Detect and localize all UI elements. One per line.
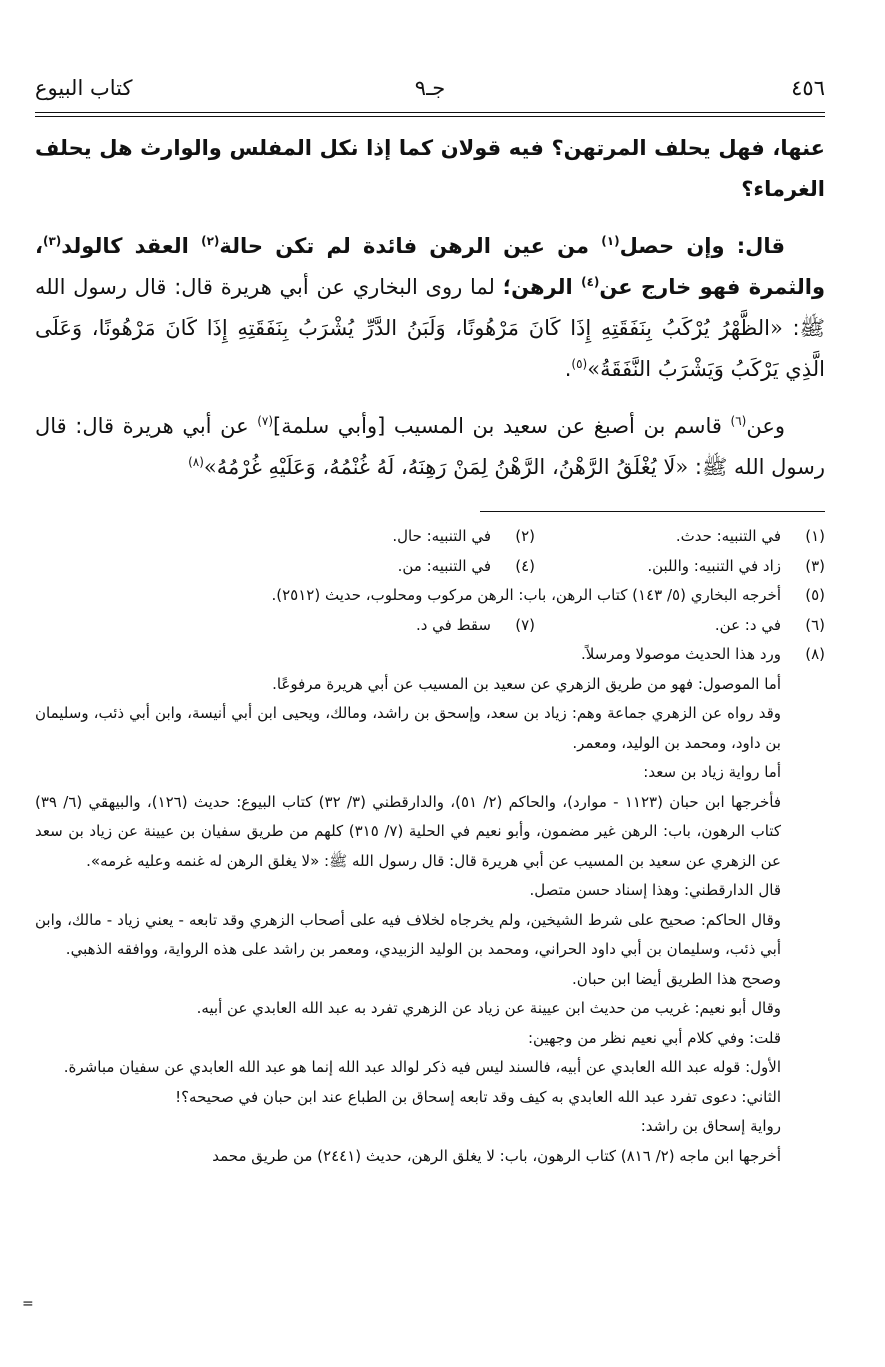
footnote-8-line: قال الدارقطني: وهذا إسناد حسن متصل. bbox=[529, 881, 781, 899]
footnote-divider bbox=[480, 511, 825, 512]
footnote-ref-3[interactable]: (٣) bbox=[42, 234, 62, 248]
book-title: كتاب البيوع bbox=[35, 76, 133, 100]
footnote-row bbox=[35, 552, 825, 582]
footnote-8-line: قلت: وفي كلام أبي نعيم نظر من وجهين: bbox=[528, 1028, 781, 1047]
footnote-8-line: الثاني: دعوى تفرد عبد الله العابدي به كيف وقد تابعه إسحاق بن الطباع عند ابن حبان في صحيحه؟! bbox=[175, 1087, 781, 1106]
footnote-8-line: رواية إسحاق بن راشد: bbox=[640, 1117, 781, 1135]
header-rule-bottom bbox=[35, 116, 825, 117]
footnote-8-line: وقال أبو نعيم: غريب من حديث ابن عيينة عن زياد عن الزهري تفرد به عبد الله العابدي عن أبيه. bbox=[196, 999, 781, 1017]
footnote-8-line: أخرجها ابن ماجه (٢/ ٨١٦) كتاب الرهون، باب: لا يغلق الرهن، حديث (٢٤٤١) من طريق محمد bbox=[212, 1146, 781, 1165]
continuation-mark: = bbox=[22, 1296, 34, 1312]
footnote-8-line: وقد رواه عن الزهري جماعة وهم: زياد بن سعد، وإسحق بن راشد، ومالك، ويحيى ابن أبي أنيسة، وابن أبي ذئب، وسليمان بن داود، ومحمد بن الوليد، ومعمر. bbox=[35, 704, 781, 752]
running-header bbox=[35, 70, 825, 110]
footnote-ref-8[interactable]: (٨) bbox=[188, 455, 204, 469]
footnote-row bbox=[35, 522, 825, 552]
hadith-quote-2: «لَا يُغْلَقُ الرَّهْنُ، الرَّهْنُ لِمَنْ رَهِنَهُ، لَهُ غُنْمُهُ، وَعَلَيْهِ غُرْمُهُ» bbox=[203, 455, 689, 479]
footnote-8-line: وصحح هذا الطريق أيضا ابن حبان. bbox=[572, 969, 781, 988]
footnote-6: (٦) في د: عن. bbox=[714, 615, 825, 634]
footnote-ref-4[interactable]: (٤) bbox=[581, 275, 600, 289]
footnote-2: (٢) في التنبيه: حال. bbox=[392, 527, 535, 545]
paragraph-2: قال: وإن حصل$^{(١)}$ من عين الرهن فائدة لم تكن حالة$^{(٢)}$ العقد كالولد$^{(٣)}$، والثمرة فهو خارج عن$^{(٤)}$ الرهن؛ لما روى البخاري عن أبي هريرة قال: قال رسول الله ﷺ: «الظَّهْرُ يُرْكَبُ بِنَفَقَتِهِ إِذَا كَانَ مَرْهُونًا، وَلَبَنُ الدَّرِّ يُشْرَبُ بِنَفَقَتِهِ إِذَا كَانَ مَرْهُونًا، وَعَلَى الَّذِي يَرْكَبُ وَيَشْرَبُ النَّفَقَةُ»$^{(٥)}$. bbox=[35, 234, 826, 381]
footnote-8-line: وقال الحاكم: صحيح على شرط الشيخين، ولم يخرجاه لخلاف فيه على أصحاب الزهري وقد تابعه - يعني زياد - مالك، وابن أبي ذئب، وسليمان بن أبي داود الحراني، ومحمد بن الوليد الزبيدي، ومعمر بن راشد على هذه الرواية، ووافقه الذهبي. bbox=[35, 910, 781, 958]
footnote-4: (٤) في التنبيه: من. bbox=[397, 556, 535, 575]
footnote-8-line: فأخرجها ابن حبان (١١٢٣ - موارد)، والحاكم (٢/ ٥١)، والدارقطني (٣/ ٣٢) كتاب البيوع: حديث (١٢٦)، والبيهقي (٦/ ٣٩) كتاب الرهون، باب: الرهن غير مضمون، وأبو نعيم في الحلية (٧/ ٣١٥) كلهم من طريق سفيان بن عيينة عن زياد بن سعد عن الزهري عن سعيد بن المسيب عن أبي هريرة قال: قال رسول الله ﷺ: «لا يغلق الرهن له غنمه وعليه غرمه». bbox=[35, 792, 781, 870]
paragraph-1: عنها، فهل يحلف المرتهن؟ فيه قولان كما إذا نكل المفلس والوارث هل يحلف الغرماء؟ bbox=[35, 136, 825, 201]
main-text bbox=[35, 128, 825, 504]
footnote-8-line: أما الموصول: فهو من طريق الزهري عن سعيد بن المسيب عن أبي هريرة مرفوعًا. bbox=[272, 674, 781, 693]
footnote-8-line: أما رواية زياد بن سعد: bbox=[643, 763, 781, 781]
volume-number: جـ٩ bbox=[414, 76, 446, 100]
page-number: ٤٥٦ bbox=[791, 76, 825, 100]
footnote-3: (٣) زاد في التنبيه: واللبن. bbox=[647, 556, 825, 575]
footnote-ref-5[interactable]: (٥) bbox=[571, 357, 588, 371]
footnote-8: (٨) ورد هذا الحديث موصولا ومرسلاً. bbox=[580, 645, 825, 663]
footnote-ref-1[interactable]: (١) bbox=[601, 234, 620, 248]
footnote-7: (٧) سقط في د. bbox=[415, 615, 535, 634]
footnote-row bbox=[35, 611, 825, 641]
footnote-ref-2[interactable]: (٢) bbox=[201, 234, 220, 248]
hadith-quote-1: «الظَّهْرُ يُرْكَبُ بِنَفَقَتِهِ إِذَا كَانَ مَرْهُونًا، وَلَبَنُ الدَّرِّ يُشْرَبُ بِنَفَقَتِهِ إِذَا كَانَ مَرْهُونًا، وَعَلَى الَّذِي يَرْكَبُ وَيَشْرَبُ النَّفَقَةُ» bbox=[35, 316, 825, 381]
footnote-8-line: الأول: قوله عبد الله العابدي عن أبيه، فالسند ليس فيه ذكر لوالد عبد الله إنما هو عبد الله العابدي عن سفيان مباشرة. bbox=[63, 1058, 781, 1076]
footnote-5: (٥) أخرجه البخاري (٥/ ١٤٣) كتاب الرهن، باب: الرهن مركوب ومحلوب، حديث (٢٥١٢). bbox=[271, 586, 825, 604]
paragraph-3: وعن$^{(٦)}$ قاسم بن أصبغ عن سعيد بن المسيب [وأبي سلمة]$^{(٧)}$ عن أبي هريرة قال: قال رسول الله ﷺ: «لَا يُغْلَقُ الرَّهْنُ، الرَّهْنُ لِمَنْ رَهِنَهُ، لَهُ غُنْمُهُ، وَعَلَيْهِ غُرْمُهُ»$^{(٨)}$ bbox=[35, 414, 825, 479]
footnote-1: (١) في التنبيه: حدث. bbox=[675, 527, 825, 545]
footnote-ref-6[interactable]: (٦) bbox=[730, 414, 747, 428]
header-rule-top bbox=[35, 112, 825, 113]
matn-text: قال: وإن حصل$^{(١)}$ من عين الرهن فائدة لم تكن حالة$^{(٢)}$ العقد كالولد$^{(٣)}$، والثمرة فهو خارج عن$^{(٤)}$ الرهن؛ bbox=[35, 234, 826, 299]
footnotes bbox=[35, 522, 825, 1171]
footnote-ref-7[interactable]: (٧) bbox=[257, 414, 274, 428]
